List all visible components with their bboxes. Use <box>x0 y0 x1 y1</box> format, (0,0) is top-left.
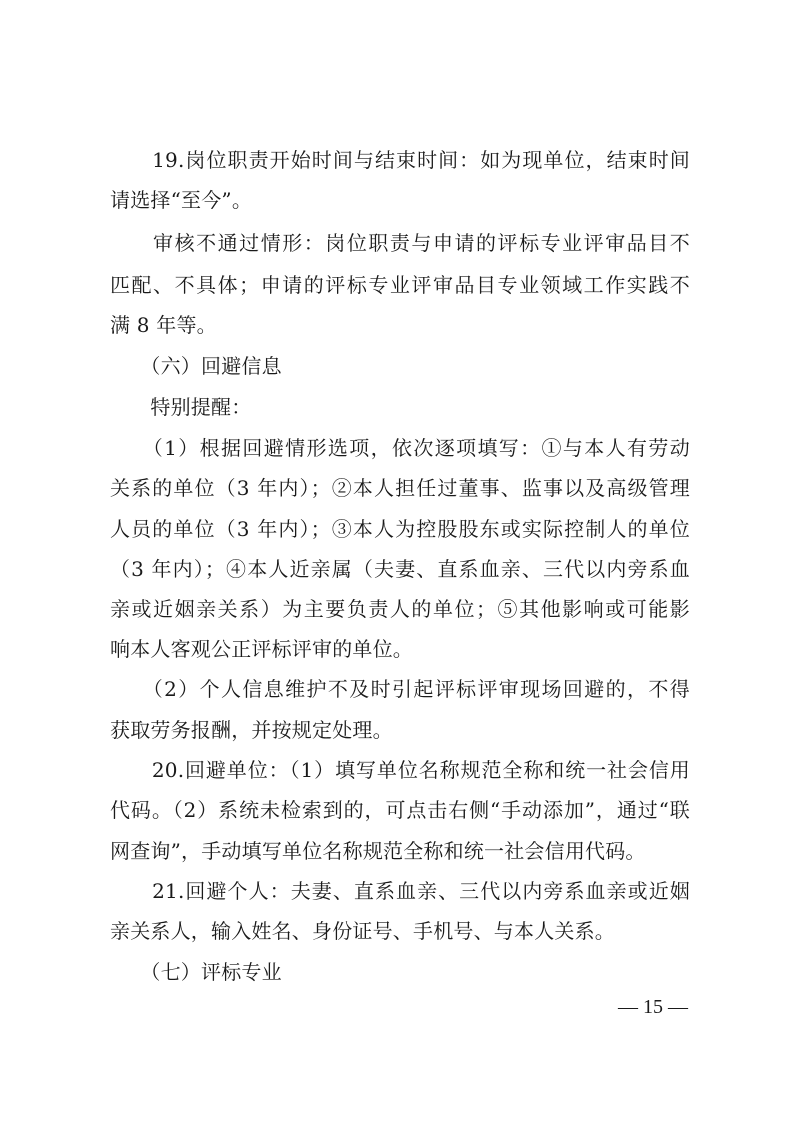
page-number: — 15 — <box>618 996 688 1018</box>
reminder-2-line-2: 获取劳务报酬，并按规定处理。 <box>110 718 393 742</box>
audit-fail-line-2: 匹配、不具体；申请的评标专业评审品目专业领域工作实践不 <box>110 273 690 297</box>
special-reminder-label: 特别提醒： <box>110 395 252 419</box>
paragraph-19-line-2: 请选择“至今”。 <box>110 188 253 212</box>
audit-fail-line-3: 满 8 年等。 <box>110 313 217 337</box>
paragraph-21-line-1: 21.回避个人：夫妻、直系血亲、三代以内旁系血亲或近姻 <box>110 879 690 903</box>
section-heading-evaluation-specialty: （七）评标专业 <box>110 960 282 984</box>
reminder-1-line-2: 关系的单位（3 年内）；②本人担任过董事、监事以及高级管理 <box>110 476 690 500</box>
reminder-1-line-6: 响本人客观公正评标评审的单位。 <box>110 637 413 661</box>
paragraph-19-line-1: 19.岗位职责开始时间与结束时间：如为现单位，结束时间 <box>110 148 690 172</box>
reminder-1-line-3: 人员的单位（3 年内）；③本人为控股股东或实际控制人的单位 <box>110 517 690 541</box>
paragraph-20-line-3: 网查询”，手动填写单位名称规范全称和统一社会信用代码。 <box>110 839 646 863</box>
reminder-1-line-4: （3 年内）；④本人近亲属（夫妻、直系血亲、三代以内旁系血 <box>110 557 690 581</box>
reminder-1-line-5: 亲或近姻亲关系）为主要负责人的单位；⑤其他影响或可能影 <box>110 597 690 621</box>
section-heading-avoidance: （六）回避信息 <box>110 354 282 378</box>
paragraph-20-line-2: 代码。（2）系统未检索到的，可点击右侧“手动添加”，通过“联 <box>110 798 690 822</box>
audit-fail-line-1: 审核不通过情形：岗位职责与申请的评标专业评审品目不 <box>110 231 690 255</box>
paragraph-20-line-1: 20.回避单位：（1）填写单位名称规范全称和统一社会信用 <box>110 758 690 782</box>
reminder-2-line-1: （2）个人信息维护不及时引起评标评审现场回避的，不得 <box>110 677 690 701</box>
paragraph-21-line-2: 亲关系人，输入姓名、身份证号、手机号、与本人关系。 <box>110 919 615 943</box>
reminder-1-line-1: （1）根据回避情形选项，依次逐项填写：①与本人有劳动 <box>110 436 690 460</box>
